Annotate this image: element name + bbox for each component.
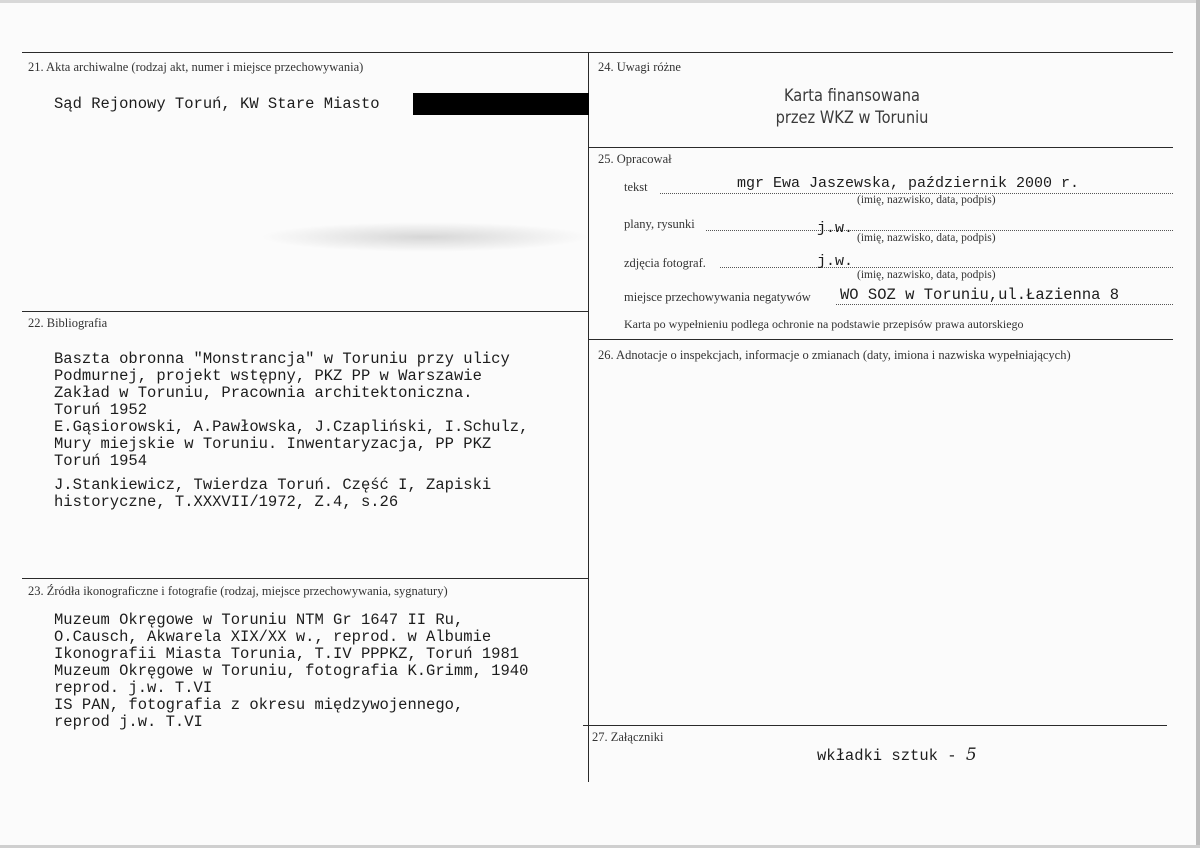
zdjecia-hint: (imię, nazwisko, data, podpis): [857, 269, 996, 281]
bibliography-entry-2: J.Stankiewicz, Twierdza Toruń. Część I, Zapiski historyczne, T.XXXVII/1972, Z.4, s.26: [54, 476, 492, 511]
attachments-label: wkładki sztuk -: [817, 747, 957, 765]
section-27-heading: 27. Załączniki: [592, 730, 664, 744]
negatywy-dotted-line: [836, 304, 1173, 305]
funding-stamp-line-2: przez WKZ w Toruniu: [775, 108, 929, 128]
divider-22: [22, 311, 588, 312]
center-divider: [588, 52, 589, 782]
section-21-heading: 21. Akta archiwalne (rodzaj akt, numer i miejsce przechowywania): [28, 60, 364, 74]
iconographic-sources: Muzeum Okręgowe w Toruniu NTM Gr 1647 II Ru, O.Causch, Akwarela XIX/XX w., reprod. w Albumie Ikonografii Miasta Torunia, T.IV PPPKZ, Toruń 1981 Muzeum Okręgowe w Toruniu, fotografia K.Grimm, 1940 reprod. j.w. T.VI IS PAN, fotografia z okresu międzywojennego, reprod j.w. T.VI: [54, 611, 529, 731]
copyright-note: Karta po wypełnieniu podlega ochronie na podstawie przepisów prawa autorskiego: [624, 317, 1024, 331]
funding-stamp-line-1: Karta finansowana: [783, 86, 921, 106]
section-23-heading: 23. Źródła ikonograficzne i fotografie (rodzaj, miejsce przechowywania, sygnatury): [28, 584, 448, 598]
section-24-heading: 24. Uwagi różne: [598, 60, 681, 74]
zdjecia-value: j.w.: [817, 253, 854, 270]
divider-25: [588, 147, 1173, 148]
plany-dotted-line: [706, 230, 1173, 231]
page-top-edge: [0, 0, 1200, 3]
divider-23: [22, 578, 588, 579]
zdjecia-label: zdjęcia fotograf.: [624, 256, 706, 270]
attachments-count: 5: [965, 745, 977, 765]
divider-26: [588, 339, 1173, 340]
page-right-edge: [1196, 0, 1200, 848]
plany-label: plany, rysunki: [624, 217, 695, 231]
zdjecia-dotted-line: [720, 267, 1173, 268]
section-22-heading: 22. Bibliografia: [28, 316, 108, 330]
section-26-heading: 26. Adnotacje o inspekcjach, informacje o zmianach (daty, imiona i nazwiska wypełniających): [598, 348, 1071, 362]
negatywy-label: miejsce przechowywania negatywów: [624, 290, 811, 304]
divider-27: [583, 725, 1167, 726]
redaction-bar: [413, 93, 589, 115]
top-rule: [22, 52, 1173, 53]
plany-value: j.w.: [817, 220, 854, 237]
ink-smudge: [260, 222, 590, 252]
attachments-value: [817, 745, 977, 765]
section-25-heading: 25. Opracował: [598, 152, 672, 166]
plany-hint: (imię, nazwisko, data, podpis): [857, 232, 996, 244]
tekst-value: mgr Ewa Jaszewska, październik 2000 r.: [737, 175, 1080, 192]
tekst-label: tekst: [624, 180, 648, 194]
bibliography-entry-1: Baszta obronna "Monstrancja" w Toruniu przy ulicy Podmurnej, projekt wstępny, PKZ PP w Warszawie Zakład w Toruniu, Pracownia architektoniczna. Toruń 1952 E.Gąsiorowski, A.Pawłowska, J.Czapliński, I.Schulz, Mury miejskie w Toruniu. Inwentaryzacja, PP PKZ Toruń 1954: [54, 350, 529, 470]
negatywy-value: WO SOZ w Toruniu,ul.Łazienna 8: [840, 286, 1120, 304]
section-21-value: Sąd Rejonowy Toruń, KW Stare Miasto: [54, 95, 380, 113]
tekst-hint: (imię, nazwisko, data, podpis): [857, 194, 996, 206]
